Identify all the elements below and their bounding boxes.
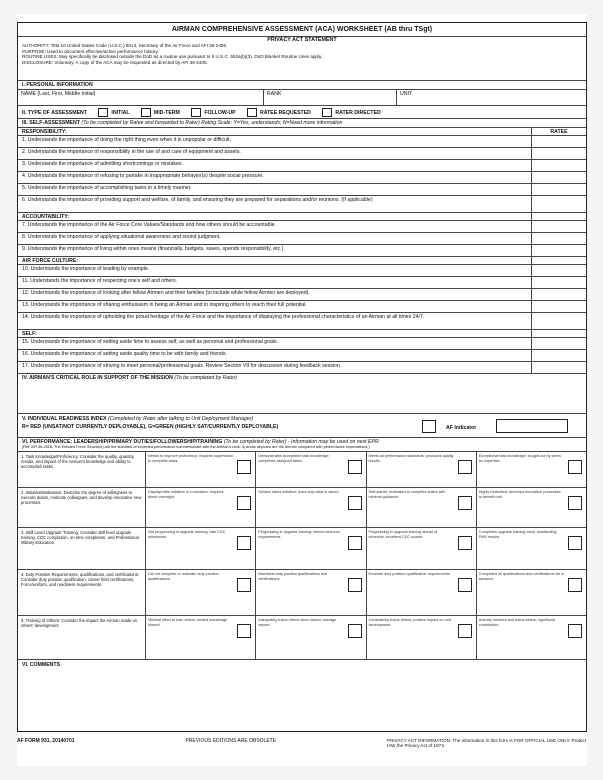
- performance-descriptor: Completes upgrade training early; outstanding PME results.: [478, 530, 557, 539]
- item-text: 2. Understands the importance of responsibility in the use of and care of equipment and assets.: [18, 148, 532, 159]
- performance-checkbox[interactable]: [237, 624, 251, 638]
- readiness-scale: R= RED (UNSAT/NOT CURRENTLY DEPLOYABLE), G=GREEN (HIGHLY SAT/CURRENTLY DEPLOYABLE): [22, 424, 279, 430]
- rater-directed-label: RATER DIRECTED: [335, 109, 381, 116]
- performance-checkbox[interactable]: [458, 496, 472, 510]
- item-text: 4. Understands the importance of refusing to partake in inappropriate behavior(s) despite social pressure.: [18, 172, 532, 183]
- performance-checkbox[interactable]: [458, 536, 472, 550]
- item-text: 6. Understands the importance of providing support and welfare, of family, and ensuring they are prepared for separations and/or reunions. (If applicable): [18, 196, 532, 212]
- performance-checkbox[interactable]: [237, 578, 251, 592]
- privacy-act-statement: [18, 37, 586, 81]
- personal-info-heading: I. PERSONAL INFORMATION: [18, 81, 586, 90]
- ratee-cell[interactable]: [532, 350, 586, 361]
- initial-label: INITIAL: [111, 109, 130, 116]
- performance-checkbox[interactable]: [568, 460, 582, 474]
- performance-checkbox[interactable]: [568, 578, 582, 592]
- ratee-cell[interactable]: [532, 196, 586, 212]
- self-header: [18, 330, 586, 338]
- item-text: 8. Understands the importance of applying situational awareness and sound judgment.: [18, 233, 532, 244]
- comments-section[interactable]: [18, 660, 586, 731]
- performance-checkbox[interactable]: [237, 536, 251, 550]
- list-item: [18, 277, 586, 289]
- item-text: 9. Understands the importance of living within ones means (financially, budgets, saves, spends responsibility, etc.): [18, 245, 532, 256]
- ratee-cell[interactable]: [532, 313, 586, 329]
- rank-label: RANK: [267, 91, 282, 97]
- previous-editions-note: PREVIOUS EDITIONS ARE OBSOLETE: [185, 738, 277, 744]
- accountability-label: ACCOUNTABILITY:: [18, 213, 532, 220]
- performance-row: [18, 528, 586, 570]
- list-item: [18, 338, 586, 350]
- performance-descriptor: Did not complete or maintain duty position qualifications.: [148, 572, 219, 581]
- comments-heading: VI. COMMENTS: [22, 662, 61, 668]
- readiness-section: [18, 414, 586, 438]
- item-text: 16. Understands the importance of setting aside quality time to be with family and friends.: [18, 350, 532, 361]
- performance-descriptor: Highly motivated; develops innovative processes to benefit unit.: [478, 490, 561, 499]
- performance-descriptor: Not progressing in upgrade training; fails CDC milestones.: [148, 530, 226, 539]
- item-text: 14. Understands the importance of upholding the proud heritage of the Air Force and the importance of displaying the professional characteristics of an Airman at all times 24/7.: [18, 313, 532, 329]
- performance-checkbox[interactable]: [348, 460, 362, 474]
- readiness-checkbox[interactable]: [422, 420, 436, 433]
- performance-checkbox[interactable]: [458, 460, 472, 474]
- performance-descriptor: Meets all performance standards; produces quality results.: [368, 454, 454, 463]
- follow-up-checkbox[interactable]: [191, 108, 201, 117]
- list-item: [18, 233, 586, 245]
- performance-note: (To be completed by Rater) - Information may be used on next EPR: [223, 439, 379, 445]
- list-item: [18, 196, 586, 213]
- list-item: [18, 301, 586, 313]
- performance-descriptor: Exceeds duty position qualification requirements.: [368, 572, 451, 576]
- performance-label: 3. Skill Level Upgrade Training: Consider skill level upgrade training, CDC completion, on-time completion, and Professional Military Education.: [18, 528, 146, 569]
- privacy-heading: PRIVACY ACT STATEMENT: [267, 37, 337, 43]
- af-indicator-label: AF Indicator: [446, 425, 477, 431]
- assessment-type-heading: II. TYPE OF ASSESSMENT: [22, 109, 87, 116]
- culture-header: [18, 257, 586, 265]
- list-item: [18, 313, 586, 330]
- initial-checkbox[interactable]: [98, 108, 108, 117]
- readiness-heading: V. INDIVIDUAL READINESS INDEX: [22, 416, 107, 422]
- list-item: [18, 172, 586, 184]
- ratee-cell[interactable]: [532, 233, 586, 244]
- privacy-line: AUTHORITY: Title 10 United States Code (U.S.C.) 8013, Secretary of the Air Force and AFI 36-2406.: [22, 43, 228, 49]
- personal-info-row: [18, 90, 586, 106]
- performance-descriptor: Displays little initiative or motivation; requires direct oversight.: [148, 490, 224, 499]
- privacy-act-info: PRIVACY ACT INFORMATION: The information in this form is FOR OFFICIAL USE ONLY. Protect IAW the Privacy Act of 1974.: [387, 738, 587, 749]
- list-item: [18, 148, 586, 160]
- list-item: [18, 265, 586, 277]
- item-text: 1. Understands the importance of doing the right thing even when it is unpopular or difficult.: [18, 136, 532, 147]
- culture-label: AIR FORCE CULTURE:: [18, 257, 532, 264]
- ratee-cell[interactable]: [532, 338, 586, 349]
- performance-descriptor: Adequately trains others when asked; average impact.: [258, 618, 337, 627]
- responsibility-label: RESPONSIBILITY:: [18, 128, 532, 135]
- item-text: 7. Understands the importance of the Air Force Core Values/Standards and how others should be accountable.: [18, 221, 532, 232]
- self-assessment-heading: [18, 119, 586, 128]
- form-frame: [17, 22, 587, 732]
- performance-descriptor: Consistently trains others; positive impact on unit development.: [368, 618, 451, 627]
- ratee-cell[interactable]: [532, 184, 586, 195]
- list-item: [18, 184, 586, 196]
- performance-checkbox[interactable]: [568, 624, 582, 638]
- worksheet-page: [17, 14, 587, 766]
- performance-checkbox[interactable]: [458, 578, 472, 592]
- performance-checkbox[interactable]: [568, 536, 582, 550]
- form-footer: [17, 738, 587, 749]
- privacy-line: ROUTINE USES: May specifically be disclosed outside the DoD as a routine use pursuant to 5 U.S.C. 552a(b)(3). DoD Blanket Routine Uses apply.: [22, 54, 323, 60]
- mid-term-checkbox[interactable]: [141, 108, 151, 117]
- rater-directed-checkbox[interactable]: [322, 108, 332, 117]
- performance-checkbox[interactable]: [458, 624, 472, 638]
- self-assessment-note: (To be completed by Ratee and forwarded to Rater) Rating Scale: Y=Yes, understands; N=Need more information: [81, 120, 343, 126]
- ratee-cell[interactable]: [532, 245, 586, 256]
- performance-row: [18, 616, 586, 660]
- self-assessment-title: III. SELF-ASSESSMENT: [22, 120, 80, 126]
- performance-checkbox[interactable]: [237, 496, 251, 510]
- list-item: [18, 362, 586, 374]
- performance-heading-row: [18, 438, 586, 452]
- privacy-line: PURPOSE: Used to document effective/active performance history.: [22, 48, 159, 54]
- performance-descriptor: Progressing in upgrade training; meets minimum requirements.: [258, 530, 340, 539]
- item-text: 13. Understands the importance of sharing enthusiasm in being an Airman and in inspiring others to reach their full potential.: [18, 301, 532, 312]
- form-number: AF FORM 931, 20140701: [17, 738, 75, 744]
- performance-descriptor: Progressing in upgrade training ahead of schedule; excellent CDC scores.: [368, 530, 438, 539]
- ratee-requested-label: RATEE REQUESTED: [259, 109, 311, 116]
- performance-row: [18, 570, 586, 616]
- responsibility-header: [18, 128, 586, 136]
- name-label: NAME (Last, First, Middle Initial): [21, 91, 96, 97]
- ratee-requested-checkbox[interactable]: [247, 108, 257, 117]
- ratee-cell[interactable]: [532, 148, 586, 159]
- performance-descriptor: Seldom takes initiative; does only what is asked.: [258, 490, 340, 494]
- unit-label: UNIT: [400, 91, 413, 97]
- performance-checkbox[interactable]: [348, 496, 362, 510]
- item-text: 11. Understands the importance of respecting one's self and others.: [18, 277, 532, 288]
- item-text: 17. Understands the importance of striving to meet personal/professional goals. Review Section VII for discussion during feedback session.: [18, 362, 532, 373]
- list-item: [18, 160, 586, 172]
- item-text: 3. Understands the importance of admitting shortcomings or mistakes.: [18, 160, 532, 171]
- list-item: [18, 245, 586, 257]
- performance-checkbox[interactable]: [237, 460, 251, 474]
- performance-label: 2. Initiative/Motivation: Describe the degree of willingness to execute duties, motivate colleagues, and develop innovative new processes.: [18, 488, 146, 527]
- ratee-cell[interactable]: [532, 265, 586, 276]
- ratee-cell[interactable]: [532, 160, 586, 171]
- accountability-header: [18, 213, 586, 221]
- ratee-cell[interactable]: [532, 221, 586, 232]
- performance-checkbox[interactable]: [348, 578, 362, 592]
- performance-checkbox[interactable]: [348, 536, 362, 550]
- performance-descriptor: Minimal effort to train others; limited knowledge shared.: [148, 618, 228, 627]
- critical-role-note: (To be completed by Rater): [174, 375, 238, 381]
- performance-row: [18, 452, 586, 488]
- list-item: [18, 350, 586, 362]
- critical-role-heading: IV. AIRMAN'S CRITICAL ROLE IN SUPPORT OF THE MISSION: [22, 375, 173, 381]
- list-item: [18, 136, 586, 148]
- performance-descriptor: Needs to improve proficiency; requires supervision to complete tasks.: [148, 454, 234, 463]
- ratee-column-header: RATEE: [550, 129, 568, 135]
- list-item: [18, 221, 586, 233]
- ratee-cell[interactable]: [532, 172, 586, 183]
- rank-field[interactable]: [264, 90, 397, 105]
- ratee-cell[interactable]: [532, 289, 586, 300]
- privacy-line: DISCLOSURE: Voluntary. A copy of the ACA may be requested as directed by AFI 36-2406.: [22, 59, 208, 65]
- ratee-cell[interactable]: [532, 136, 586, 147]
- name-field[interactable]: [18, 90, 264, 105]
- performance-subnote: (Ref: AFI 36-2618, The Enlisted Force Structure) are the standard of expected performance commensurate with the Airman's rank; 4) areas depicted are the Airman compared with performance expectations.): [22, 445, 370, 449]
- ratee-cell[interactable]: [532, 362, 586, 373]
- performance-descriptor: Exceptional task knowledge; sought out by peers for expertise.: [478, 454, 562, 463]
- item-text: 5. Understands the importance of accomplishing tasks in a timely manner.: [18, 184, 532, 195]
- ratee-cell[interactable]: [532, 301, 586, 312]
- performance-label: 5. Training of Others: Consider the impact the Airman made on others' development.: [18, 616, 146, 659]
- performance-checkbox[interactable]: [348, 624, 362, 638]
- performance-label: 1. Task Knowledge/Proficiency: Consider the quality, quantity, results, and impact of the Airman's knowledge and ability to accomplish tasks.: [18, 452, 146, 487]
- performance-descriptor: Self-starter; motivated to complete duties with minimal guidance.: [368, 490, 446, 499]
- item-text: 10. Understands the importance of leading by example.: [18, 265, 532, 276]
- performance-descriptor: Maintains duty position qualifications and certifications.: [258, 572, 328, 581]
- form-title: AIRMAN COMPREHENSIVE ASSESSMENT (ACA) WORKSHEET (AB thru TSgt): [18, 23, 586, 37]
- performance-descriptor: Demonstrates acceptable task knowledge; completes assigned tasks.: [258, 454, 330, 463]
- assessment-type-row: [18, 106, 586, 119]
- list-item: [18, 289, 586, 301]
- critical-role-section[interactable]: [18, 374, 586, 414]
- performance-heading: VI. PERFORMANCE: LEADERSHIP/PRIMARY DUTIES/FOLLOWERSHIP/TRAINING: [22, 439, 223, 445]
- ratee-cell[interactable]: [532, 277, 586, 288]
- performance-checkbox[interactable]: [568, 496, 582, 510]
- performance-label: 4. Duty Position Requirements, qualifications, and certifications: Consider duty position qualification, career field certifications, Force/uniform, and readiness requirements.: [18, 570, 146, 615]
- item-text: 15. Understands the importance of setting aside time to assess self, as well as personal and professional goals.: [18, 338, 532, 349]
- self-label: SELF:: [18, 330, 532, 337]
- af-indicator-field[interactable]: [496, 419, 568, 433]
- performance-descriptor: Completed all qualifications and certifications far in advance.: [478, 572, 565, 581]
- performance-row: [18, 488, 586, 528]
- unit-field[interactable]: [397, 90, 586, 105]
- readiness-note: (Completed by Rater after talking to Unit Deployment Manager): [107, 416, 254, 422]
- mid-term-label: MID-TERM: [153, 109, 180, 116]
- follow-up-label: FOLLOW-UP: [204, 109, 236, 116]
- item-text: 12. Understands the importance of looking after fellow Airmen and their families (to include while fellow Airmen are deployed).: [18, 289, 532, 300]
- performance-descriptor: Actively mentors and trains others; significant contribution.: [478, 618, 555, 627]
